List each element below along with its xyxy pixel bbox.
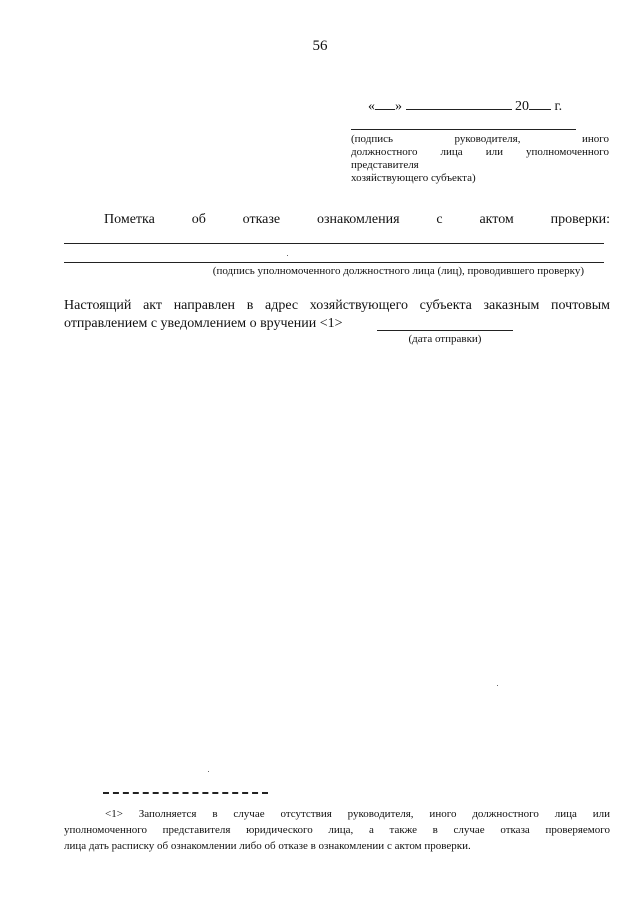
scan-speck [497, 685, 498, 686]
sent-word: акт [143, 298, 163, 313]
scan-speck [208, 771, 209, 772]
refusal-word: проверки: [550, 212, 611, 227]
sent-word: в [246, 298, 254, 313]
refusal-word: отказе [242, 212, 281, 227]
footnote-line: уполномоченного представителя юридического лица, а также в случае отказа проверяемого [64, 824, 610, 836]
month-blank [406, 95, 512, 110]
refusal-note [104, 212, 610, 228]
footnote-line: <1> Заполняется в случае отсутствия руководителя, иного должностного лица или [105, 808, 610, 820]
refusal-word: актом [479, 212, 514, 227]
sent-word: Настоящий [64, 298, 132, 313]
year-prefix: 20 [515, 99, 529, 114]
sent-paragraph-line-1 [64, 298, 610, 314]
refusal-word: Пометка [104, 212, 155, 227]
sent-word: субъекта [419, 298, 472, 313]
sent-word: направлен [173, 298, 236, 313]
refusal-rule-2 [64, 262, 604, 263]
scan-speck [287, 255, 288, 256]
sent-word: заказным [483, 298, 540, 313]
refusal-word: об [191, 212, 206, 227]
signature-caption-line: (подпись руководителя, иного [351, 133, 609, 145]
year-suffix: г. [554, 99, 563, 114]
year-blank [529, 95, 551, 110]
refusal-word: ознакомления [316, 212, 400, 227]
refusal-word: с [436, 212, 443, 227]
date-open-quote: « [368, 99, 375, 114]
dispatch-date-caption: (дата отправки) [408, 333, 482, 345]
refusal-caption: (подпись уполномоченного должностного лица (лиц), проводившего проверку) [212, 265, 584, 277]
signature-caption-line: должностного лица или уполномоченного [351, 146, 609, 158]
day-blank [375, 95, 395, 110]
page-number: 56 [312, 38, 328, 54]
sent-word: почтовым [551, 298, 611, 313]
signature-caption-line: хозяйствующего субъекта) [351, 172, 476, 184]
sent-word: хозяйствующего [309, 298, 409, 313]
refusal-rule-1 [64, 243, 604, 244]
dispatch-date-blank [377, 330, 513, 331]
signature-line [351, 129, 576, 130]
signature-caption-line: представителя [351, 159, 419, 171]
footnote [64, 806, 610, 854]
date-close-quote: » [395, 99, 402, 114]
date-line [368, 95, 562, 115]
sent-word: адрес [264, 298, 299, 313]
sent-paragraph-line-2: отправлением с уведомлением о вручении <1> [64, 316, 343, 331]
footnote-separator [103, 792, 268, 794]
signature-caption [351, 133, 609, 185]
footnote-line: лица дать расписку об ознакомлении либо об отказе в ознакомлении с актом проверки. [64, 840, 471, 852]
